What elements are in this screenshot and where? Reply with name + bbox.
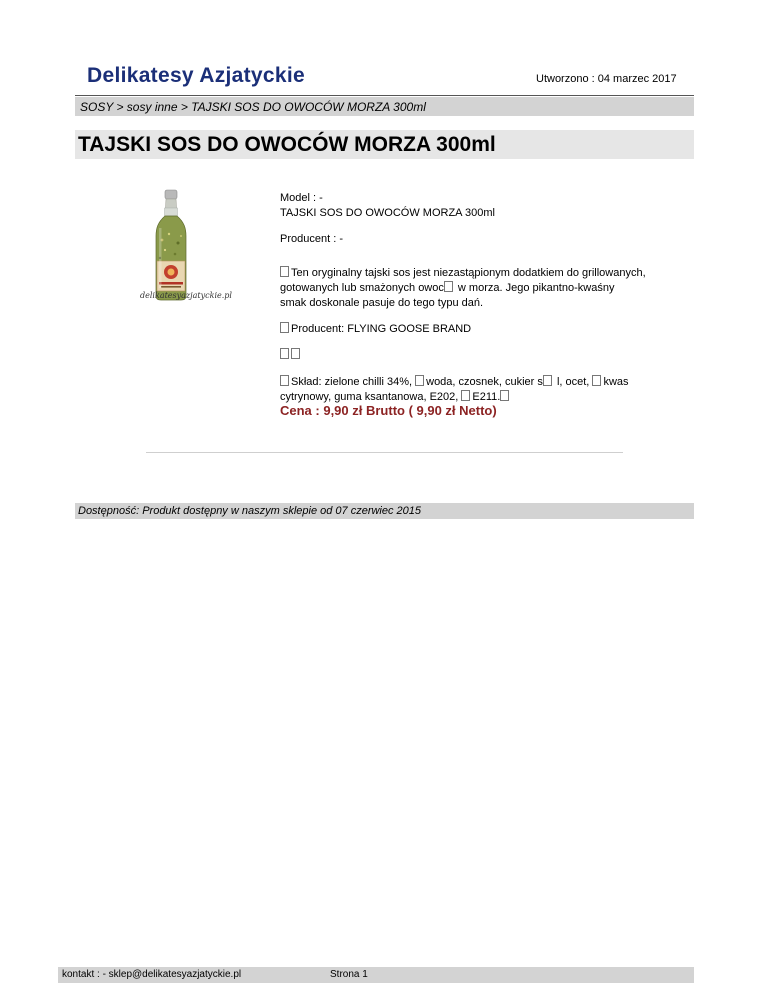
header-divider [75,95,694,96]
description-line-3: smak doskonale pasuje do tego typu dań. [280,297,484,309]
product-image [138,188,253,308]
ingredients-text: Skład: zielone chilli 34%, [291,376,416,388]
availability-text: Dostępność: Produkt dostępny w naszym sklepie od 07 czerwiec 2015 [78,505,422,517]
price: Cena : 9,90 zł Brutto ( 9,90 zł Netto) [280,403,497,418]
ingredients-text: l, ocet, [553,376,593,388]
ingredients-line-1 [280,375,629,390]
model-label: Model : - [280,192,323,204]
created-date: Utworzono : 04 marzec 2017 [536,73,677,85]
description-text: gotowanych lub smażonych owoc [280,282,444,294]
missing-glyph-icon [280,375,289,386]
missing-glyph-icon [543,375,552,386]
site-title: Delikatesy Azjatyckie [87,64,305,87]
ingredients-text: cytrynowy, guma ksantanowa, E202, [280,391,462,403]
brand-line [280,322,471,337]
ingredients-text: woda, czosnek, cukier s [426,376,543,388]
description-text: w morza. Jego pikantno-kwaśny [454,282,615,294]
description-line-1 [280,266,646,281]
footer-page-number: Strona 1 [330,969,368,980]
breadcrumb: SOSY > sosy inne > TAJSKI SOS DO OWOCÓW MORZA 300ml [80,100,426,114]
footer-contact: kontakt : - sklep@delikatesyazjatyckie.pl [62,969,242,980]
model-name: TAJSKI SOS DO OWOCÓW MORZA 300ml [280,207,495,219]
missing-glyph-icon [444,281,453,292]
ingredients-text: E211. [472,391,501,403]
brand-text: Producent: FLYING GOOSE BRAND [291,323,472,335]
image-watermark: delikatesyazjatyckie.pl [140,291,232,300]
missing-glyph-icon [500,390,509,401]
producer-label: Producent : - [280,233,343,245]
ingredients-text: kwas [603,376,629,388]
missing-glyph-row [280,348,302,363]
description-line-2 [280,281,614,296]
missing-glyph-icon [280,348,289,359]
missing-glyph-icon [592,375,601,386]
content-divider [146,452,623,453]
description-text: Ten oryginalny tajski sos jest niezastąpionym dodatkiem do grillowanych, [291,267,646,279]
missing-glyph-icon [291,348,300,359]
missing-glyph-icon [280,322,289,333]
missing-glyph-icon [461,390,470,401]
missing-glyph-icon [280,266,289,277]
missing-glyph-icon [415,375,424,386]
page-title: TAJSKI SOS DO OWOCÓW MORZA 300ml [78,133,496,156]
